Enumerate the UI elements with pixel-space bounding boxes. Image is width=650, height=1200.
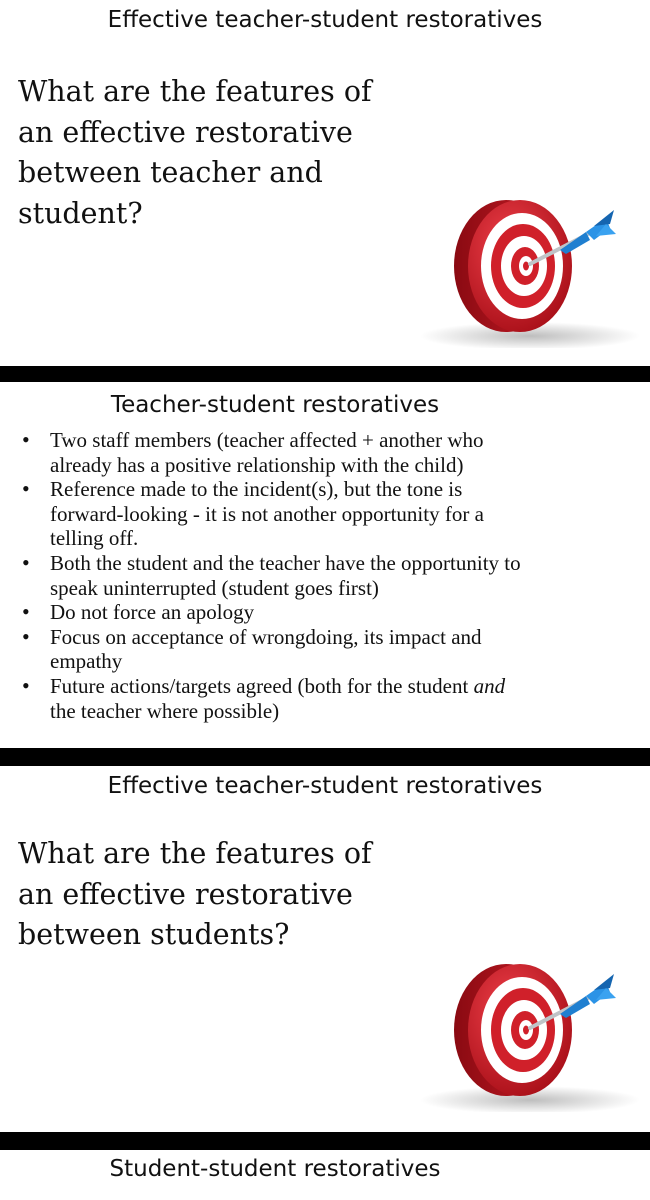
question-line: What are the features of	[18, 837, 372, 870]
list-item-line: telling off.	[50, 526, 139, 551]
slide-question	[18, 72, 418, 234]
emphasis-text: and	[473, 673, 506, 698]
slide-effective-student-student	[0, 766, 650, 1132]
slide-question	[18, 834, 418, 956]
list-item-line: speak uninterrupted (student goes first)	[50, 575, 379, 600]
list-item-line: • Both the student and the teacher have the opportunity to	[50, 550, 521, 575]
list-item-line: • Do not force an apology	[50, 600, 255, 625]
slide-effective-teacher-student	[0, 0, 650, 366]
list-item	[20, 600, 630, 625]
dartboard-target-icon	[410, 188, 650, 348]
list-item	[20, 674, 630, 723]
list-item-line: empathy	[50, 649, 123, 674]
dartboard-target-icon	[410, 952, 650, 1112]
question-line: an effective restorative	[18, 115, 353, 149]
list-item-line	[50, 674, 630, 699]
list-item-text: Future actions/targets agreed (both for the student	[50, 673, 474, 698]
list-item-line: • Focus on acceptance of wrongdoing, its impact and	[50, 624, 482, 649]
slide-title: Effective teacher-student restoratives	[107, 7, 543, 33]
slide-teacher-student-restoratives	[0, 382, 650, 748]
list-item-line: the teacher where possible)	[50, 698, 280, 723]
question-line: student?	[18, 196, 143, 230]
list-item	[20, 551, 630, 600]
list-item	[20, 428, 630, 477]
list-item-line: • Reference made to the incident(s), but the tone is	[50, 477, 463, 502]
list-item	[20, 477, 630, 551]
restorative-points-list	[20, 428, 630, 723]
slide-student-student-restoratives	[0, 1150, 650, 1200]
slide-title: Teacher-student restoratives	[110, 392, 440, 418]
list-item-line: forward-looking - it is not another opportunity for a	[50, 501, 484, 526]
list-item-line: already has a positive relationship with the child)	[50, 452, 464, 477]
list-item	[20, 625, 630, 674]
question-line: between students?	[18, 918, 290, 951]
list-item-line: • Two staff members (teacher affected + another who	[50, 428, 484, 452]
question-line: What are the features of	[18, 75, 372, 108]
slide-title: Student-student restoratives	[109, 1156, 441, 1182]
slide-title: Effective teacher-student restoratives	[107, 773, 543, 799]
question-line: an effective restorative	[18, 877, 353, 911]
question-line: between teacher and	[18, 156, 323, 189]
